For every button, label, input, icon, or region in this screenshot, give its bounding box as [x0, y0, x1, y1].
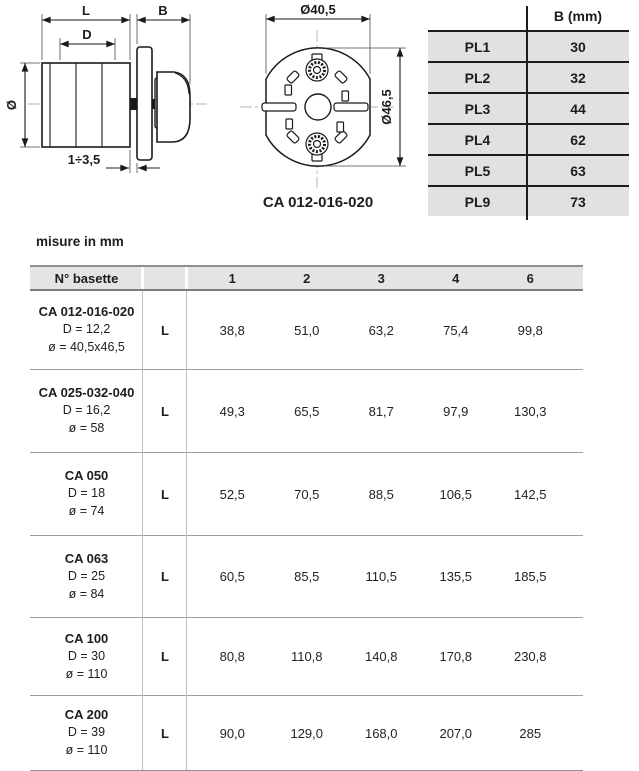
- value-cell: 75,4: [443, 322, 469, 338]
- dim-label-l: L: [82, 3, 90, 18]
- value-cell: 63,2: [368, 322, 394, 338]
- value-cell: 130,3: [513, 403, 547, 419]
- value-cell: 97,9: [443, 403, 469, 419]
- switch-body: [42, 63, 130, 147]
- column-header-size: 6: [526, 270, 534, 286]
- header-gap: [185, 267, 188, 289]
- table-row: [30, 536, 583, 618]
- dim-cell: L: [161, 486, 169, 502]
- table-row: [428, 92, 629, 123]
- b-value: 63: [570, 162, 586, 179]
- value-cell: 110,8: [290, 649, 323, 664]
- table-row: [30, 696, 583, 770]
- dim-cell: L: [161, 725, 169, 741]
- dimensions-table: [30, 265, 583, 771]
- value-cell: 230,8: [513, 649, 547, 664]
- model-label: PL9: [464, 193, 491, 210]
- table-row: [428, 154, 629, 185]
- value-cell: 140,8: [364, 649, 398, 664]
- dim-label-gap: 1÷3,5: [67, 152, 101, 167]
- series-diameter: ø = 40,5x46,5: [48, 340, 125, 355]
- table-row: [428, 123, 629, 154]
- series-diameter: ø = 58: [68, 421, 105, 436]
- header-gap: [141, 267, 144, 289]
- dimensions-table-body: [30, 291, 583, 771]
- dim-cell: L: [161, 322, 169, 338]
- value-cell: 52,5: [219, 486, 245, 502]
- front-view-drawing: [232, 0, 427, 215]
- dim-label-height: Ø46,5: [379, 89, 394, 125]
- column-header-size: 2: [303, 270, 311, 286]
- dim-label-b: B: [158, 3, 168, 18]
- series-name: CA 025-032-040: [38, 385, 135, 401]
- series-d: D = 25: [67, 568, 106, 583]
- table-row: [30, 618, 583, 696]
- model-label: PL5: [464, 162, 491, 179]
- shaft-nub-left: [130, 98, 137, 110]
- series-d: D = 30: [67, 648, 106, 663]
- table-row: [30, 291, 583, 370]
- value-cell: 51,0: [294, 322, 320, 338]
- b-table-col-header: B (mm): [553, 8, 603, 24]
- series-diameter: ø = 84: [68, 586, 105, 601]
- b-value: 44: [570, 100, 586, 117]
- series-d: D = 12,2: [62, 322, 111, 337]
- series-cell: [30, 384, 143, 438]
- value-cell: 81,7: [368, 403, 394, 419]
- b-value: 30: [570, 38, 586, 55]
- dim-label-diameter: Ø: [4, 99, 19, 111]
- dimensions-table-header: [30, 265, 583, 291]
- table-row: [30, 370, 583, 453]
- value-cell: 142,5: [513, 486, 547, 502]
- series-cell: [30, 706, 143, 760]
- table-row: [428, 185, 629, 216]
- series-cell: [30, 303, 143, 357]
- value-cell: 129,0: [290, 725, 324, 741]
- series-cell: [30, 550, 143, 604]
- value-cell: 170,8: [439, 649, 473, 664]
- value-cell: 65,5: [294, 403, 320, 419]
- series-name: CA 063: [64, 550, 109, 566]
- series-name: CA 200: [64, 707, 109, 723]
- column-header-size: 4: [452, 270, 460, 286]
- value-cell: 106,5: [439, 486, 473, 502]
- column-header-size: 1: [228, 270, 236, 286]
- series-diameter: ø = 110: [65, 666, 108, 681]
- units-note: misure in mm: [36, 234, 124, 249]
- value-cell: 38,8: [219, 322, 245, 338]
- side-view-drawing: [0, 0, 225, 212]
- dim-label-width: Ø40,5: [300, 2, 336, 17]
- model-label: PL4: [464, 131, 491, 148]
- value-cell: 85,5: [294, 569, 320, 584]
- value-cell: 99,8: [517, 322, 543, 338]
- value-cell: 88,5: [368, 486, 394, 502]
- column-line: [142, 291, 143, 770]
- table-row: [428, 61, 629, 92]
- b-dimension-table: [428, 2, 629, 216]
- model-label: PL3: [464, 100, 491, 117]
- value-cell: 135,5: [439, 569, 473, 584]
- value-cell: 207,0: [439, 725, 473, 741]
- front-plate: [137, 47, 152, 160]
- dim-cell: L: [161, 569, 169, 584]
- dim-label-d: D: [82, 27, 92, 42]
- front-view-caption: CA 012-016-020: [262, 194, 374, 211]
- value-cell: 110,5: [365, 569, 398, 584]
- series-name: CA 100: [64, 630, 109, 646]
- series-d: D = 16,2: [62, 403, 111, 418]
- column-line: [186, 291, 187, 770]
- series-d: D = 18: [67, 486, 106, 501]
- column-header-size: 3: [377, 270, 385, 286]
- b-value: 32: [570, 69, 586, 86]
- dim-cell: L: [161, 403, 169, 419]
- column-header-basette: N° basette: [54, 270, 119, 286]
- dim-cell: L: [161, 649, 169, 664]
- column-divider: [526, 6, 528, 220]
- value-cell: 70,5: [294, 486, 320, 502]
- model-label: PL2: [464, 69, 491, 86]
- b-value: 62: [570, 131, 586, 148]
- b-value: 73: [570, 193, 586, 210]
- series-name: CA 012-016-020: [38, 304, 135, 320]
- series-name: CA 050: [64, 468, 109, 484]
- knob: [155, 72, 190, 142]
- series-cell: [30, 630, 143, 684]
- series-diameter: ø = 110: [65, 743, 108, 758]
- model-label: PL1: [464, 38, 491, 55]
- shaft-hole: [305, 94, 331, 120]
- table-row: [428, 30, 629, 61]
- value-cell: 90,0: [219, 725, 245, 741]
- value-cell: 168,0: [364, 725, 398, 741]
- series-diameter: ø = 74: [68, 504, 105, 519]
- value-cell: 80,8: [219, 649, 245, 664]
- value-cell: 60,5: [219, 569, 245, 584]
- series-d: D = 39: [67, 725, 106, 740]
- b-table-header: [428, 2, 629, 30]
- value-cell: 49,3: [219, 403, 245, 419]
- value-cell: 185,5: [513, 569, 547, 584]
- value-cell: 285: [519, 725, 542, 741]
- table-row: [30, 453, 583, 536]
- series-cell: [30, 467, 143, 521]
